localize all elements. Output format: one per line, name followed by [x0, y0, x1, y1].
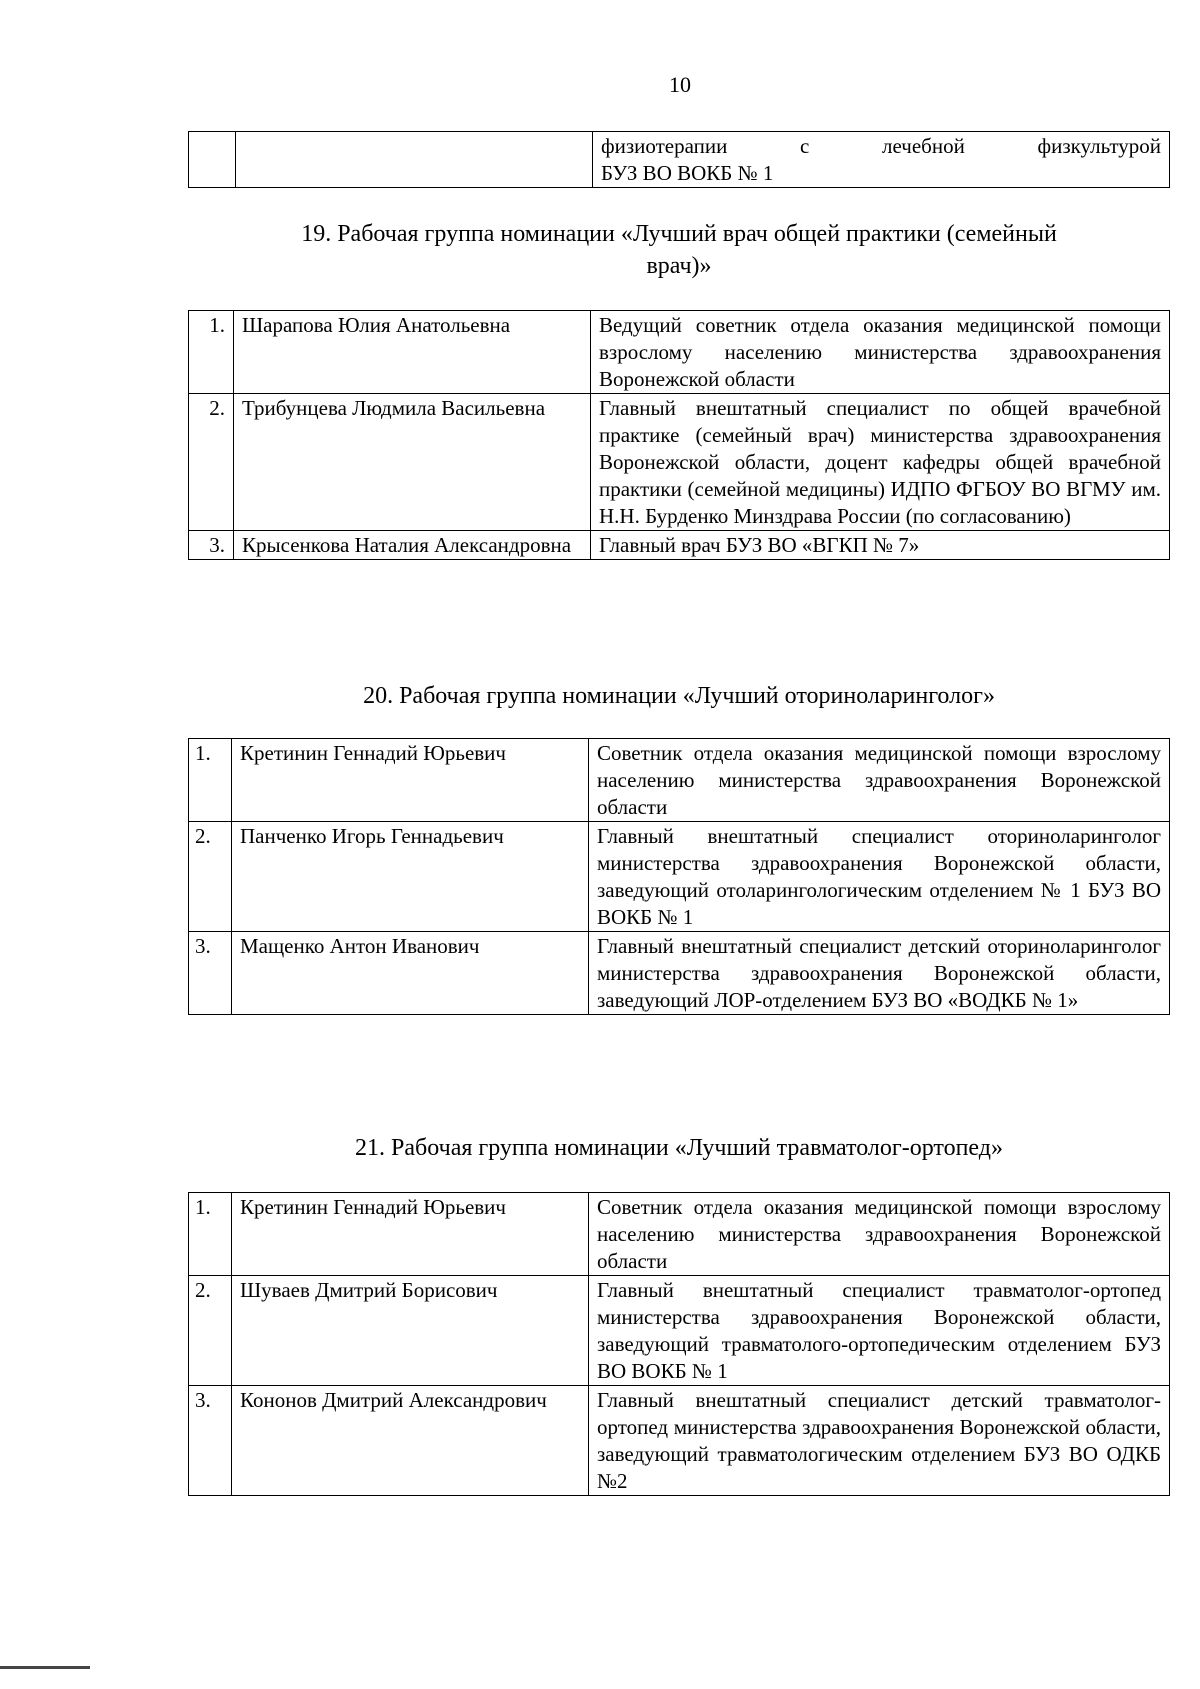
- member-name: Кретинин Геннадий Юрьевич: [232, 1193, 589, 1276]
- member-name: [236, 132, 593, 188]
- row-number: 2.: [189, 394, 234, 531]
- page-number: 10: [669, 72, 691, 97]
- member-name: Панченко Игорь Геннадьевич: [232, 822, 589, 932]
- member-name: Трибунцева Людмила Васильевна: [234, 394, 591, 531]
- table-row: [189, 1193, 1170, 1276]
- member-name: Шарапова Юлия Анатольевна: [234, 311, 591, 394]
- section-21-table: [188, 1192, 1170, 1496]
- member-name: Кретинин Геннадий Юрьевич: [232, 739, 589, 822]
- row-number: [189, 132, 236, 188]
- member-name: Крысенкова Наталия Александровна: [234, 531, 591, 560]
- member-role: Главный внештатный специалист травматолог-ортопед министерства здравоохранения Воронежской области, заведующий травматолого-ортопедическим отделением БУЗ ВО ВОКБ № 1: [589, 1276, 1170, 1386]
- member-role: Советник отдела оказания медицинской помощи взрослому населению министерства здравоохранения Воронежской области: [589, 739, 1170, 822]
- table-row: [189, 1386, 1170, 1496]
- section-19-table: [188, 310, 1170, 560]
- section-20-table: [188, 738, 1170, 1015]
- member-role: физиотерапии с лечебной физкультурой БУЗ ВО ВОКБ № 1: [593, 132, 1170, 188]
- table-row: [189, 822, 1170, 932]
- row-number: 2.: [189, 1276, 232, 1386]
- section-title-19: 19. Рабочая группа номинации «Лучший врач общей практики (семейный врач)»: [301, 221, 1057, 279]
- member-role: Главный внештатный специалист детский оториноларинголог министерства здравоохранения Воронежской области, заведующий ЛОР-отделением БУЗ ВО «ВОДКБ № 1»: [589, 932, 1170, 1015]
- table-row: [189, 739, 1170, 822]
- member-role: Главный внештатный специалист детский травматолог-ортопед министерства здравоохранения Воронежской области, заведующий травматологическим отделением БУЗ ВО ОДКБ №2: [589, 1386, 1170, 1496]
- table-row: [189, 932, 1170, 1015]
- member-role: Ведущий советник отдела оказания медицинской помощи взрослому населению министерства здравоохранения Воронежской области: [591, 311, 1170, 394]
- row-number: 3.: [189, 531, 234, 560]
- table-row: [189, 394, 1170, 531]
- row-number: 2.: [189, 822, 232, 932]
- table-row: [189, 531, 1170, 560]
- table-row: [189, 132, 1170, 188]
- scan-edge-mark: [0, 1666, 90, 1669]
- member-name: Шуваев Дмитрий Борисович: [232, 1276, 589, 1386]
- member-role: Главный врач БУЗ ВО «ВГКП № 7»: [591, 531, 1170, 560]
- table-row: [189, 311, 1170, 394]
- row-number: 1.: [189, 1193, 232, 1276]
- section-title-21: 21. Рабочая группа номинации «Лучший травматолог-ортопед»: [355, 1135, 1003, 1161]
- member-role: Главный внештатный специалист по общей врачебной практике (семейный врач) министерства здравоохранения Воронежской области, доцент кафедры общей врачебной практики (семейной медицины) ИДПО ФГБОУ ВО ВГМУ им. Н.Н. Бурденко Минздрава России (по согласованию): [591, 394, 1170, 531]
- row-number: 3.: [189, 1386, 232, 1496]
- table-row: [189, 1276, 1170, 1386]
- member-role: Советник отдела оказания медицинской помощи взрослому населению министерства здравоохранения Воронежской области: [589, 1193, 1170, 1276]
- member-name: Мащенко Антон Иванович: [232, 932, 589, 1015]
- member-name: Кононов Дмитрий Александрович: [232, 1386, 589, 1496]
- member-role: Главный внештатный специалист оториноларинголог министерства здравоохранения Воронежской области, заведующий отоларингологическим отделением № 1 БУЗ ВО ВОКБ № 1: [589, 822, 1170, 932]
- continuation-table: [188, 131, 1170, 188]
- row-number: 3.: [189, 932, 232, 1015]
- row-number: 1.: [189, 311, 234, 394]
- row-number: 1.: [189, 739, 232, 822]
- section-title-20: 20. Рабочая группа номинации «Лучший оториноларинголог»: [363, 683, 995, 709]
